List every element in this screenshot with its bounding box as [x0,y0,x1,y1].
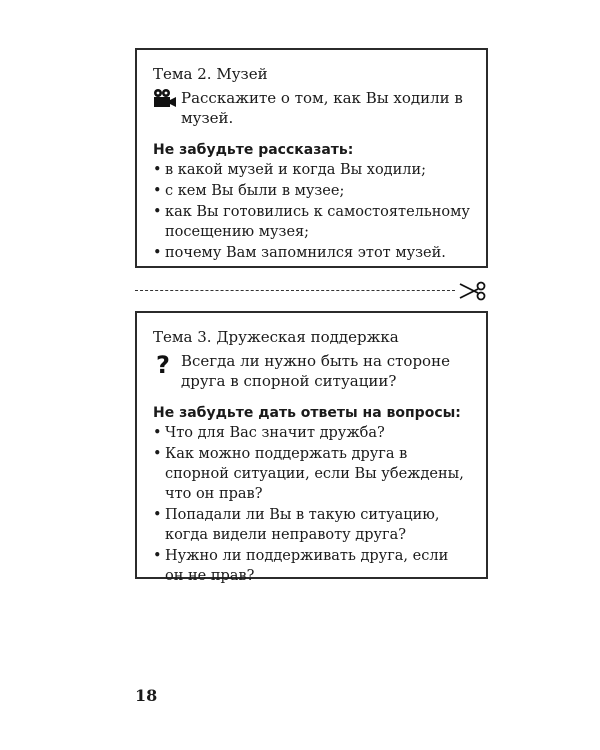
card-prompt [153,351,470,391]
card-title: Тема 2. Музей [153,65,268,83]
list-item: • Как можно поддержать друга в спорной ситуации, если Вы убеждены, что он прав? [153,444,470,504]
checklist [153,423,470,586]
video-camera-icon [153,88,179,112]
list-item: • Что для Вас значит дружба? [153,423,470,443]
list-item: • как Вы готовились к самостоятельному посещению музея; [153,202,470,242]
topic-card-friendship [135,311,488,584]
list-item: • почему Вам запомнился этот музей. [153,243,470,263]
page-number: 18 [135,686,158,705]
cut-line [135,290,455,291]
topic-card-museum [135,48,488,268]
list-item: • Нужно ли поддерживать друга, если он не прав? [153,546,470,586]
question-mark-icon [153,351,179,381]
checklist [153,160,470,263]
card-prompt [153,88,470,128]
list-item: • с кем Вы были в музее; [153,181,470,201]
list-item: • в какой музей и когда Вы ходили; [153,160,470,180]
list-item: • Попадали ли Вы в такую ситуацию, когда видели неправоту друга? [153,505,470,545]
svg-text:?: ? [156,351,170,377]
checklist-heading: Не забудьте рассказать: [153,142,354,158]
prompt-text: Расскажите о том, как Вы ходили в музей. [181,89,463,127]
checklist-heading: Не забудьте дать ответы на вопросы: [153,405,461,421]
prompt-text: Всегда ли нужно быть на стороне друга в спорной ситуации? [181,352,450,390]
card-title: Тема 3. Дружеская поддержка [153,328,399,346]
scissors-icon [458,279,486,303]
